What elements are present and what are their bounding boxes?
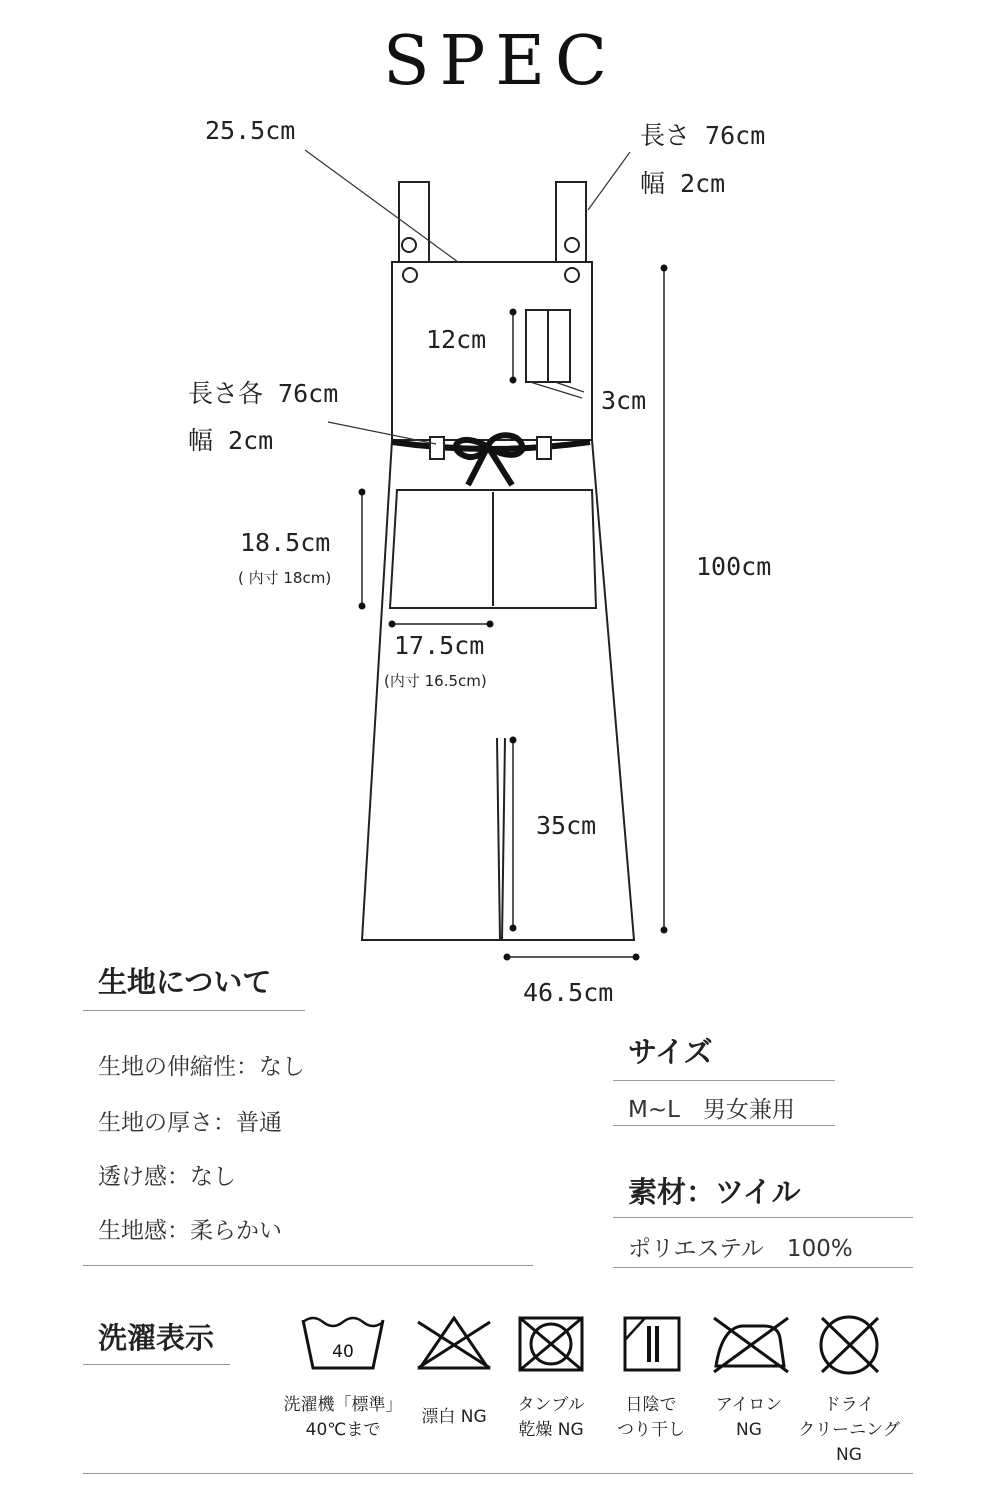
tie-length-label: 長さ各 76cm bbox=[188, 379, 339, 408]
shade-drip-dry-icon bbox=[625, 1318, 679, 1370]
fabric-item: 透け感：なし bbox=[98, 1164, 236, 1190]
hem-width-label: 46.5cm bbox=[523, 978, 614, 1007]
care-label-iron: アイロン NG bbox=[715, 1395, 783, 1440]
strap-width-label: 幅 2cm bbox=[640, 169, 726, 198]
no-bleach-icon bbox=[418, 1318, 490, 1368]
pocket-height-label: 12cm bbox=[426, 325, 487, 354]
total-length-label: 100cm bbox=[696, 552, 772, 581]
pocket-width-label: 3cm bbox=[601, 386, 647, 415]
care-label-tumble: タンブル 乾燥 NG bbox=[517, 1395, 585, 1440]
no-tumble-dry-icon bbox=[520, 1318, 582, 1370]
no-iron-icon bbox=[714, 1318, 788, 1372]
divider bbox=[83, 1473, 913, 1474]
strap-length-label: 長さ 76cm bbox=[640, 121, 766, 150]
front-pocket-width-inner-label: (内寸 16.5cm) bbox=[384, 672, 487, 690]
front-pocket-height-label: 18.5cm bbox=[240, 528, 331, 557]
care-label-wash: 洗濯機「標準」 40℃まで bbox=[283, 1395, 403, 1440]
fabric-item: 生地の伸縮性：なし bbox=[98, 1054, 305, 1080]
neck-width-label: 25.5cm bbox=[205, 116, 296, 145]
care-label-bleach: 漂白 NG bbox=[421, 1407, 487, 1427]
tie-width-label: 幅 2cm bbox=[188, 426, 274, 455]
fabric-heading: 生地について bbox=[98, 965, 272, 999]
care-label-shade: 日陰で つり干し bbox=[617, 1395, 685, 1440]
fabric-item: 生地感：柔らかい bbox=[98, 1218, 282, 1244]
wash-temp-text: 40 bbox=[332, 1342, 354, 1362]
slit-length-label: 35cm bbox=[536, 811, 597, 840]
page-title: SPEC bbox=[382, 22, 617, 101]
no-dry-clean-icon bbox=[821, 1317, 878, 1373]
care-heading: 洗濯表示 bbox=[98, 1321, 215, 1355]
front-pocket-height-inner-label: ( 内寸 18cm) bbox=[238, 569, 332, 587]
material-heading: 素材：ツイル bbox=[628, 1175, 801, 1209]
front-pocket-width-label: 17.5cm bbox=[394, 631, 485, 660]
fabric-item: 生地の厚さ：普通 bbox=[98, 1110, 282, 1136]
care-label-dryclean: ドライ クリーニング NG bbox=[798, 1395, 900, 1465]
material-value: ポリエステル 100% bbox=[628, 1236, 853, 1262]
size-value: M~L 男女兼用 bbox=[628, 1097, 795, 1123]
size-heading: サイズ bbox=[628, 1035, 713, 1069]
